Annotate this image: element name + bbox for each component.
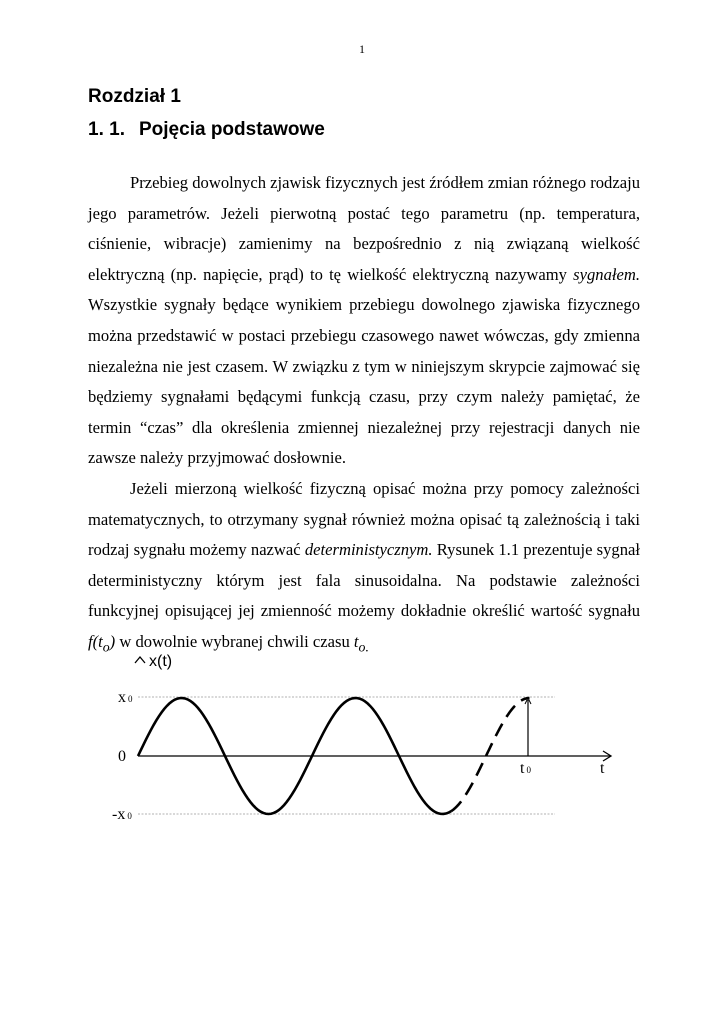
time-t0-subscript: o. (358, 639, 369, 655)
function-f: f(t (88, 631, 103, 651)
function-close: ) (109, 631, 116, 651)
term-signal: sygnałem. (573, 264, 640, 284)
term-deterministic: deterministycznym. (304, 540, 433, 560)
x-axis-label: t (600, 760, 605, 777)
sine-chart (100, 640, 640, 840)
figure-sine-wave (100, 640, 640, 840)
level-bottom-sub: 0 (127, 811, 132, 821)
function-subscript: o (102, 639, 110, 655)
time-t0-main: t (353, 631, 359, 651)
section-title: Pojęcia podstawowe (139, 119, 325, 140)
t0-sub: 0 (526, 765, 531, 775)
y-axis-label: x(t) (149, 653, 173, 670)
section-heading (88, 119, 325, 141)
y-axis-arrow-icon (135, 657, 145, 663)
paragraph-1-text-a: Przebieg dowolnych zjawisk fizycznych jest źródłem zmian różnego rodzaju jego parametrów. Jeżeli pierwotną postać tego parametru (np. temperatura, ciśnienie, wibracje) zamienimy na bezpośrednio z nią związaną wielkość elektryczną (np. napięcie, prąd) to tę wielkość elektryczną nazywamy (88, 173, 640, 284)
paragraph-2 (88, 474, 640, 663)
t0-main: t (520, 760, 525, 777)
level-label-top (118, 689, 133, 706)
paragraph-2-text-b: Rysunek 1.1 prezentuje sygnał deterministyczny którym jest fala sinusoidalna. Na podstawie zależności funkcyjnej opisującej jej zmienność możemy dokładnie określić wartość sygnału (88, 540, 640, 621)
t0-label (520, 760, 531, 777)
body-text (88, 168, 640, 663)
paragraph-1-text-b: Wszystkie sygnały będące wynikiem przebiegu dowolnego zjawiska fizycznego można przedstawić w postaci przebiegu czasowego nawet wówczas, gdy zmienna niezależna nie jest czasem. W związku z tym w niniejszym skrypcie zajmować się będziemy sygnałami będącymi funkcją czasu, przy czym należy pamiętać, że termin “czas” dla określenia zmiennej niezależnej przy rejestracji danych nie zawsze należy przyjmować dosłownie. (88, 295, 640, 468)
level-label-zero: 0 (118, 748, 126, 765)
chapter-title: Rozdział 1 (88, 86, 181, 107)
level-top-main: x (118, 689, 126, 706)
level-label-bottom (112, 806, 132, 823)
level-top-sub: 0 (128, 694, 133, 704)
sine-wave-dashed (451, 698, 529, 811)
paragraph-1 (88, 168, 640, 474)
level-bottom-main: -x (112, 806, 126, 823)
section-number: 1. 1. (88, 119, 125, 140)
page-number: 1 (359, 42, 365, 56)
paragraph-2-text-a: Jeżeli mierzoną wielkość fizyczną opisać można przy pomocy zależności matematycznych, to otrzymany sygnał również można opisać tą zależnością i taki rodzaj sygnału możemy nazwać (88, 478, 640, 560)
paragraph-2-text-c: w dowolnie wybranej chwili czasu (115, 631, 354, 651)
